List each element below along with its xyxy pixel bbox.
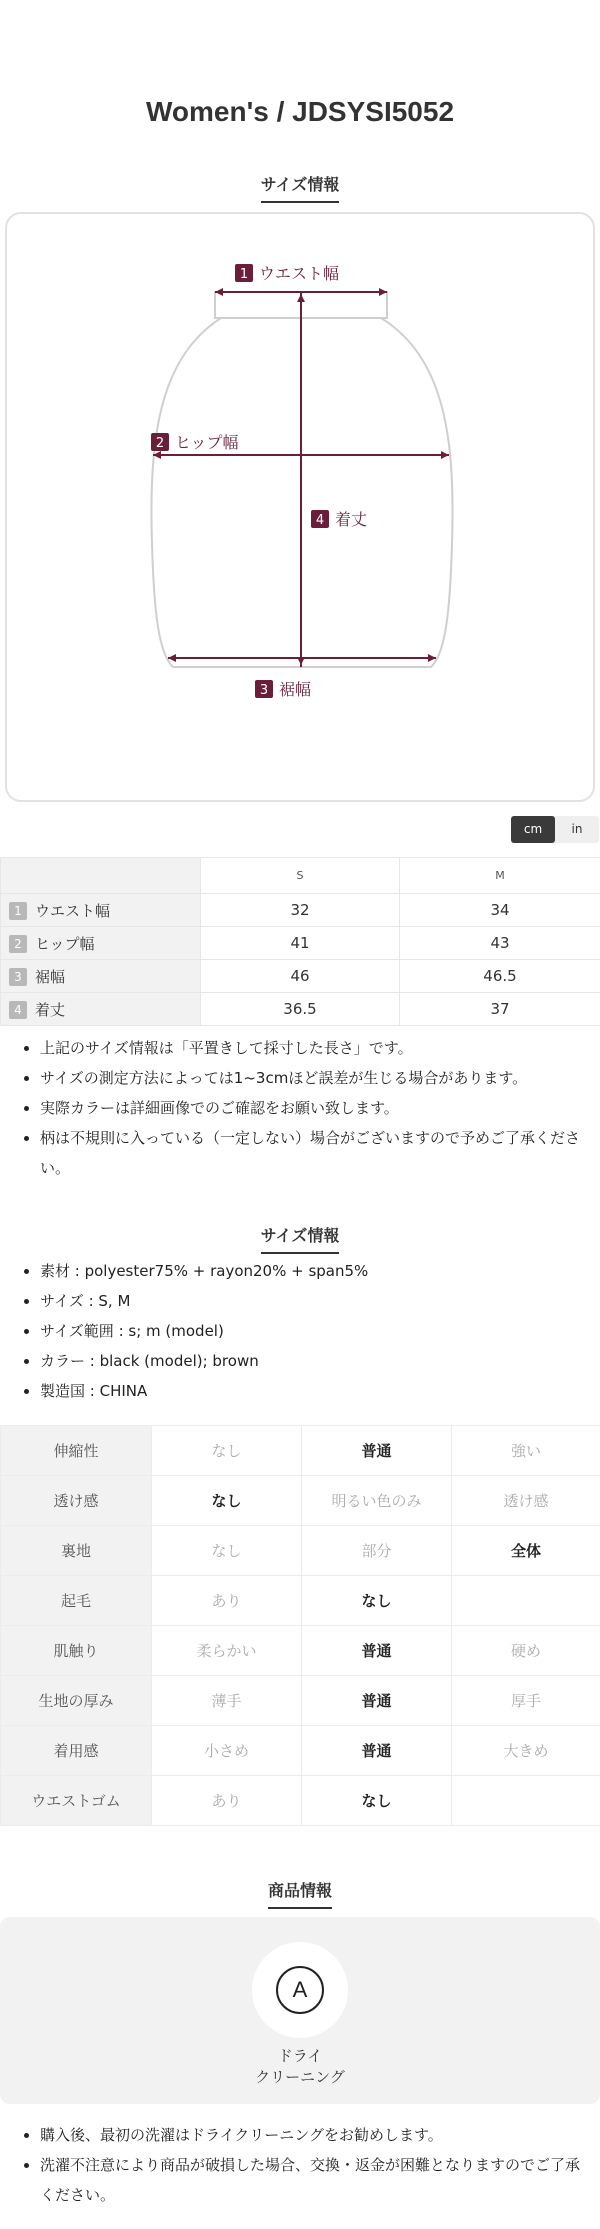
row-label-text: 着丈 [35,1000,66,1019]
feel-option: 全体 [452,1526,600,1576]
feel-option: なし [152,1476,302,1526]
feel-option: 柔らかい [152,1626,302,1676]
row-label [1,960,201,993]
table-row [1,1726,600,1776]
waist-label: ウエスト幅 [259,264,340,283]
size-value: 46.5 [400,960,600,993]
label-2-num: 2 [155,436,165,451]
list-item: 製造国 : CHINA [22,1376,592,1406]
care-heading-text: 商品情報 [268,1878,332,1909]
feel-option: あり [152,1776,302,1826]
measurement-lines [153,288,449,667]
row-label-text: ヒップ幅 [35,934,95,953]
fabric-feel-table [0,1425,600,1826]
size-header-m: M [400,858,600,894]
feel-label: 透け感 [1,1476,152,1526]
feel-option [452,1776,600,1826]
waist-arrow-left [215,288,223,296]
size-notes-list [22,1033,592,1183]
feel-option: 普通 [302,1426,452,1476]
product-title: Women's / JDSYSI5052 [145,96,455,127]
feel-option: なし [152,1426,302,1476]
size-table-corner [1,858,201,894]
row-label-text: ウエスト幅 [35,901,111,920]
feel-option: なし [302,1776,452,1826]
row-label-text: 裾幅 [35,967,66,986]
size-value: 46 [201,960,400,993]
size-heading-text: サイズ情報 [261,172,340,203]
size-table [0,857,600,1026]
feel-option: なし [302,1576,452,1626]
list-item: 購入後、最初の洗濯はドライクリーニングをお勧めします。 [22,2120,592,2150]
list-item: サイズ : S, M [22,1286,592,1316]
feel-option: 普通 [302,1726,452,1776]
table-row [1,1626,600,1676]
size-value: 43 [400,927,600,960]
list-item: 洗濯不注意により商品が破損した場合、交換・返金が困難となりますのでご了承ください。 [22,2150,592,2210]
size-value: 41 [201,927,400,960]
feel-option: 強い [452,1426,600,1476]
info-heading-text: サイズ情報 [261,1223,340,1254]
hem-label: 裾幅 [279,680,312,699]
row-label [1,927,201,960]
feel-option: 大きめ [452,1726,600,1776]
feel-label: 伸縮性 [1,1426,152,1476]
care-label: ドライ クリーニング [255,2047,345,2086]
table-row [1,1676,600,1726]
unit-toggle [511,816,599,843]
waist-arrow-right [379,288,387,296]
length-arrow-top [297,294,305,302]
label-3-num: 3 [259,683,269,698]
size-value: 36.5 [201,993,400,1026]
hip-arrow-right [441,451,449,459]
label-4-num: 4 [315,513,325,528]
feel-option [452,1576,600,1626]
size-table-header [1,858,600,894]
feel-option: 普通 [302,1626,452,1676]
row-label [1,894,201,927]
row-label [1,993,201,1026]
row-number: 1 [9,902,27,920]
feel-option: 厚手 [452,1676,600,1726]
table-row [1,894,600,927]
feel-label: 生地の厚み [1,1676,152,1726]
table-row [1,1426,600,1476]
table-row [1,993,600,1026]
care-notes-list [22,2120,592,2210]
size-value: 32 [201,894,400,927]
feel-option: 薄手 [152,1676,302,1726]
feel-option: 普通 [302,1676,452,1726]
care-section-heading [0,1878,600,1909]
list-item: 上記のサイズ情報は「平置きして採寸した長さ」です。 [22,1033,592,1063]
list-item: 柄は不規則に入っている（一定しない）場合がございますので予めご了承ください。 [22,1123,592,1183]
feel-option: 透け感 [452,1476,600,1526]
skirt-measurement-drawing [7,214,597,804]
feel-label: 裏地 [1,1526,152,1576]
care-info-box [0,1917,600,2104]
list-item: 実際カラーは詳細画像でのご確認をお願い致します。 [22,1093,592,1123]
size-value: 34 [400,894,600,927]
feel-option: 明るい色のみ [302,1476,452,1526]
info-section-heading [0,1223,600,1254]
feel-label: 起毛 [1,1576,152,1626]
table-row [1,927,600,960]
size-diagram [5,212,595,802]
table-row [1,1776,600,1826]
feel-option: なし [152,1526,302,1576]
length-label: 着丈 [335,510,368,529]
feel-option: 小さめ [152,1726,302,1776]
unit-cm-button[interactable]: cm [511,816,555,843]
size-header-s: S [201,858,400,894]
size-section-heading [0,172,600,203]
list-item: サイズの測定方法によっては1~3cmほど誤差が生じる場合があります。 [22,1063,592,1093]
table-row [1,1476,600,1526]
row-number: 3 [9,968,27,986]
table-row [1,960,600,993]
table-row [1,1576,600,1626]
feel-option: 硬め [452,1626,600,1676]
feel-option: 部分 [302,1526,452,1576]
label-1-num: 1 [239,267,249,282]
table-row [1,1526,600,1576]
list-item: サイズ範囲 : s; m (model) [22,1316,592,1346]
dry-clean-icon: A [276,1966,324,2014]
feel-label: 肌触り [1,1626,152,1676]
feel-label: ウエストゴム [1,1776,152,1826]
hip-label: ヒップ幅 [175,433,239,452]
size-value: 37 [400,993,600,1026]
product-specs-list [22,1256,592,1406]
row-number: 2 [9,935,27,953]
row-number: 4 [9,1001,27,1019]
unit-in-button[interactable]: in [571,822,583,836]
feel-option: あり [152,1576,302,1626]
list-item: 素材 : polyester75% + rayon20% + span5% [22,1256,592,1286]
care-icon-circle [252,1942,348,2038]
list-item: カラー : black (model); brown [22,1346,592,1376]
feel-label: 着用感 [1,1726,152,1776]
